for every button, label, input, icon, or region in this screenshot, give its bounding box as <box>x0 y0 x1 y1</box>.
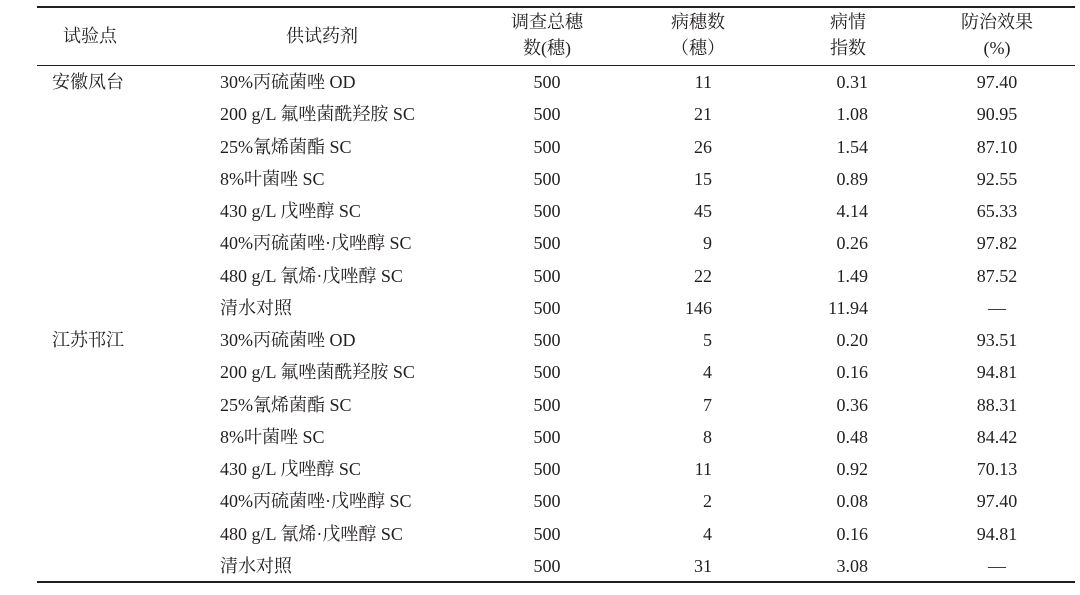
total-spikes-cell: 500 <box>533 72 561 92</box>
table-row <box>0 421 1080 453</box>
header-control-efficacy-line2: (%) <box>983 38 1011 58</box>
site-cell: 安徽凤台 <box>52 72 124 92</box>
diseased-spikes-cell: 8 <box>703 426 712 447</box>
control-efficacy-cell: 92.55 <box>976 168 1018 189</box>
agent-cell: 40%丙硫菌唑·戊唑醇 SC <box>220 233 412 254</box>
diseased-spikes-cell: 9 <box>703 233 712 254</box>
diseased-spikes-cell: 22 <box>694 265 712 286</box>
header-site <box>30 23 150 49</box>
total-spikes-cell: 500 <box>533 459 561 479</box>
disease-index-cell: 4.14 <box>836 201 868 221</box>
control-efficacy-cell: 88.31 <box>976 394 1018 415</box>
total-spikes-cell: 500 <box>533 555 561 576</box>
agent-cell: 430 g/L 戊唑醇 SC <box>220 459 361 479</box>
total-spikes-cell: 500 <box>533 136 561 157</box>
site-cell: 江苏邗江 <box>52 330 124 350</box>
table-row <box>0 98 1080 130</box>
control-efficacy-cell: 94.81 <box>976 523 1018 544</box>
table-row <box>0 163 1080 195</box>
total-spikes-cell: 500 <box>533 394 561 415</box>
control-efficacy-cell: 90.95 <box>976 104 1018 125</box>
total-spikes-cell: 500 <box>533 104 561 125</box>
header-diseased-spikes-line1: 病穗数 <box>671 12 725 32</box>
table-row <box>0 292 1080 324</box>
total-spikes-cell: 500 <box>533 201 561 221</box>
agent-cell: 30%丙硫菌唑 OD <box>220 330 356 350</box>
table-row <box>0 260 1080 292</box>
control-efficacy-cell: — <box>988 297 1006 318</box>
header-disease-index <box>788 9 908 61</box>
header-control-efficacy-line1: 防治效果 <box>961 12 1033 32</box>
table-row <box>0 518 1080 550</box>
disease-index-cell: 1.49 <box>836 265 868 286</box>
total-spikes-cell: 500 <box>533 362 561 383</box>
header-site-label: 试验点 <box>63 26 117 46</box>
table-row <box>0 389 1080 421</box>
disease-index-cell: 0.16 <box>836 523 868 544</box>
table-body <box>0 66 1080 582</box>
diseased-spikes-cell: 4 <box>703 523 712 544</box>
table-row <box>0 227 1080 259</box>
header-control-efficacy <box>937 9 1057 61</box>
total-spikes-cell: 500 <box>533 426 561 447</box>
table-row <box>0 453 1080 485</box>
disease-index-cell: 0.16 <box>836 362 868 383</box>
diseased-spikes-cell: 31 <box>694 555 712 576</box>
disease-index-cell: 0.26 <box>836 233 868 254</box>
control-efficacy-cell: 84.42 <box>976 426 1018 447</box>
disease-index-cell: 0.08 <box>836 491 868 512</box>
header-agent-label: 供试药剂 <box>286 26 358 46</box>
diseased-spikes-cell: 146 <box>685 297 712 318</box>
diseased-spikes-cell: 21 <box>694 104 712 125</box>
control-efficacy-cell: — <box>988 555 1006 576</box>
total-spikes-cell: 500 <box>533 491 561 512</box>
agent-cell: 480 g/L 氰烯·戊唑醇 SC <box>220 265 403 286</box>
agent-cell: 清水对照 <box>220 555 292 576</box>
agent-cell: 200 g/L 氟唑菌酰羟胺 SC <box>220 104 415 125</box>
agent-cell: 25%氰烯菌酯 SC <box>220 136 352 157</box>
disease-index-cell: 1.08 <box>836 104 868 125</box>
diseased-spikes-cell: 45 <box>694 201 712 221</box>
table-row <box>0 550 1080 582</box>
disease-index-cell: 3.08 <box>836 555 868 576</box>
diseased-spikes-cell: 2 <box>703 491 712 512</box>
disease-index-cell: 0.48 <box>836 426 868 447</box>
table-row <box>0 131 1080 163</box>
total-spikes-cell: 500 <box>533 523 561 544</box>
disease-index-cell: 0.92 <box>836 459 868 479</box>
agent-cell: 40%丙硫菌唑·戊唑醇 SC <box>220 491 412 512</box>
total-spikes-cell: 500 <box>533 233 561 254</box>
disease-index-cell: 1.54 <box>836 136 868 157</box>
table-row <box>0 485 1080 517</box>
diseased-spikes-cell: 15 <box>694 168 712 189</box>
total-spikes-cell: 500 <box>533 330 561 350</box>
header-total-spikes-line2: 数(穗) <box>523 38 571 58</box>
disease-index-cell: 0.89 <box>836 168 868 189</box>
top-rule <box>37 6 1075 8</box>
table-row <box>0 356 1080 388</box>
control-efficacy-cell: 65.33 <box>976 201 1018 221</box>
disease-index-cell: 0.20 <box>836 330 868 350</box>
header-diseased-spikes-line2: （穗） <box>671 38 725 58</box>
diseased-spikes-cell: 5 <box>703 330 712 350</box>
control-efficacy-cell: 97.40 <box>976 72 1018 92</box>
control-efficacy-cell: 87.52 <box>976 265 1018 286</box>
total-spikes-cell: 500 <box>533 168 561 189</box>
control-efficacy-cell: 87.10 <box>976 136 1018 157</box>
control-efficacy-cell: 94.81 <box>976 362 1018 383</box>
agent-cell: 30%丙硫菌唑 OD <box>220 72 356 92</box>
agent-cell: 清水对照 <box>220 297 292 318</box>
table-row <box>0 324 1080 356</box>
total-spikes-cell: 500 <box>533 297 561 318</box>
agent-cell: 25%氰烯菌酯 SC <box>220 394 352 415</box>
table-row <box>0 66 1080 98</box>
header-total-spikes-line1: 调查总穗 <box>511 12 583 32</box>
diseased-spikes-cell: 7 <box>703 394 712 415</box>
header-disease-index-line1: 病情 <box>830 12 866 32</box>
header-agent <box>262 23 382 49</box>
control-efficacy-cell: 97.82 <box>976 233 1018 254</box>
control-efficacy-cell: 70.13 <box>976 459 1018 479</box>
diseased-spikes-cell: 11 <box>694 459 712 479</box>
control-efficacy-cell: 97.40 <box>976 491 1018 512</box>
diseased-spikes-cell: 26 <box>694 136 712 157</box>
bottom-rule <box>37 581 1075 583</box>
agent-cell: 200 g/L 氟唑菌酰羟胺 SC <box>220 362 415 383</box>
table-row <box>0 195 1080 227</box>
disease-index-cell: 0.31 <box>836 72 868 92</box>
total-spikes-cell: 500 <box>533 265 561 286</box>
diseased-spikes-cell: 4 <box>703 362 712 383</box>
header-disease-index-line2: 指数 <box>830 38 866 58</box>
agent-cell: 480 g/L 氰烯·戊唑醇 SC <box>220 523 403 544</box>
control-efficacy-cell: 93.51 <box>976 330 1018 350</box>
header-total-spikes <box>487 9 607 61</box>
header-diseased-spikes <box>638 9 758 61</box>
disease-index-cell: 0.36 <box>836 394 868 415</box>
agent-cell: 8%叶菌唑 SC <box>220 426 325 447</box>
disease-index-cell: 11.94 <box>828 297 868 318</box>
agent-cell: 8%叶菌唑 SC <box>220 168 325 189</box>
diseased-spikes-cell: 11 <box>694 72 712 92</box>
agent-cell: 430 g/L 戊唑醇 SC <box>220 201 361 221</box>
